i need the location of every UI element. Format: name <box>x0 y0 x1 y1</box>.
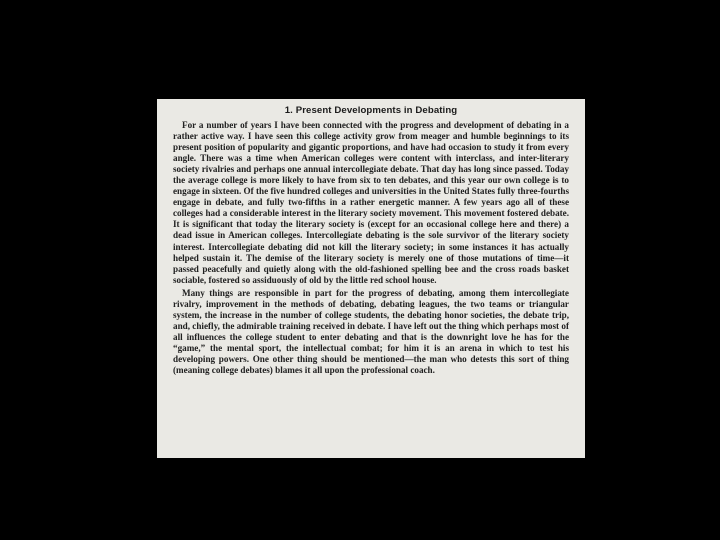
document-page <box>157 99 585 458</box>
paragraph-2: Many things are responsible in part for the progress of debating, among them intercollegiate rivalry, improvement in the methods of debating, debating leagues, the two teams or triangular system, the increase in the number of college students, the debating honor societies, the debate trip, and, chiefly, the admirable training received in debate. I have left out the thing which perhaps most of all influences the college student to enter debating and that is the downright love he has for the “game,” the mental sport, the intellectual combat; for him it is an arena in which to test his developing powers. One other thing should be mentioned—the man who detests this sort of thing (meaning college debates) blames it all upon the professional coach. <box>173 287 569 376</box>
paragraph-1: For a number of years I have been connected with the progress and development of debating in a rather active way. I have seen this college activity grow from meager and humble beginnings to its present position of popularity and gigantic proportions, and have had occasion to study it from every angle. There was a time when American colleges were content with interclass, and inter-literary society rivalries and perhaps one annual intercollegiate debate. That day has long since passed. Today the average college is more likely to have from six to ten debates, and this year our own college is to engage in sixteen. Of the five hundred colleges and universities in the United States fully three-fourths engage in debate, and fully two-fifths in a rather energetic manner. A few years ago all of these colleges had a considerable interest in the literary society movement. This movement fostered debate. It is significant that today the literary society is (except for an occasional college here and there) a dead issue in American colleges. Intercollegiate debating is the sole survivor of the literary society interest. Intercollegiate debating did not kill the literary society; in some instances it has actually helped sustain it. The demise of the literary society is merely one of those mutations of time—it passed peacefully and quietly along with the old-fashioned spelling bee and the cross roads basket sociable, fostered so assiduously of old by the little red school house. <box>173 120 569 285</box>
section-heading: 1. Present Developments in Debating <box>284 105 458 116</box>
